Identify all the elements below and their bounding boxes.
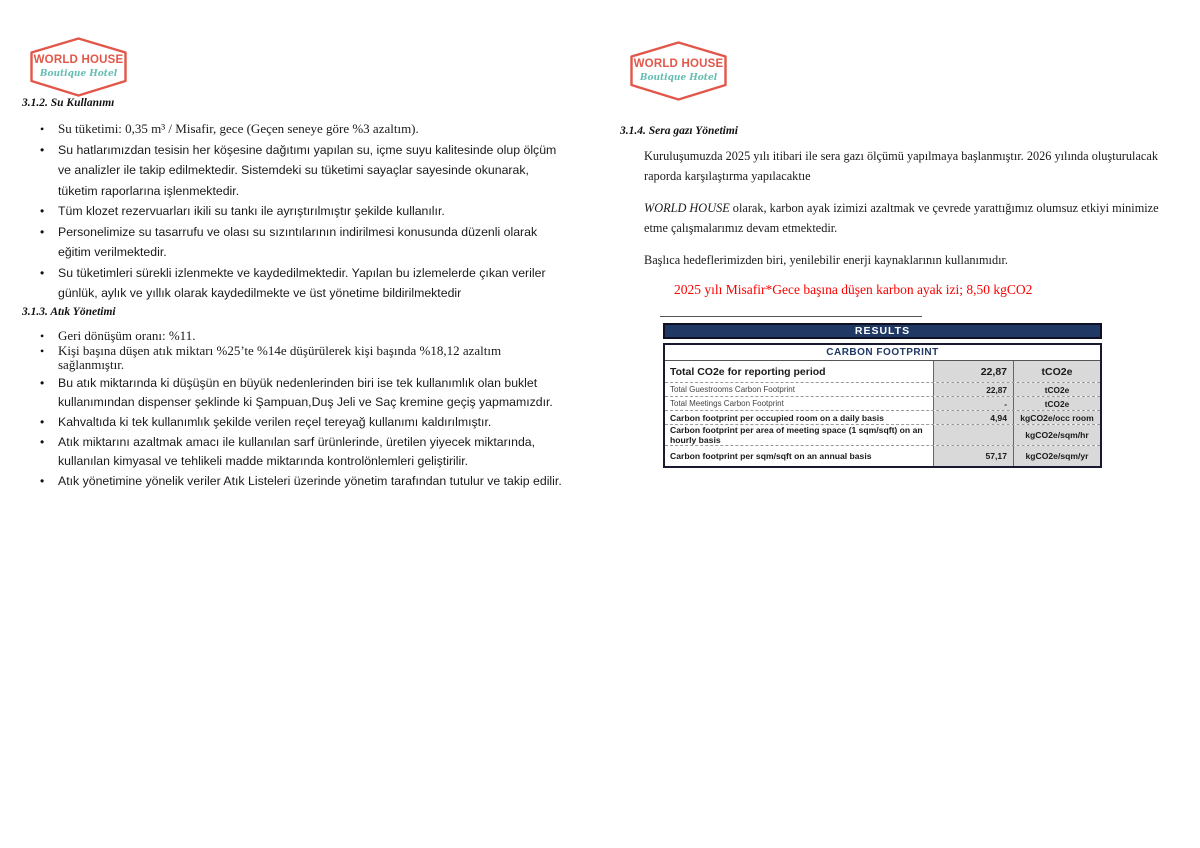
- paragraph-commitment: WORLD HOUSE olarak, karbon ayak izimizi azaltmak ve çevrede yarattığımız olumsuz etkiyi minimize etme çalışmalarımız devam etmektedir.: [644, 201, 1159, 235]
- row-unit: tCO2e: [1013, 383, 1100, 396]
- logo-subtitle: Boutique Hotel: [39, 69, 118, 79]
- list-item: [40, 472, 567, 491]
- results-table-header: RESULTS: [663, 323, 1102, 339]
- carbon-footprint-highlight: 2025 yılı Misafir*Gece başına düşen karbon ayak izi; 8,50 kgCO2: [674, 282, 1033, 297]
- section-heading-water: 3.1.2. Su Kullanımı: [22, 97, 115, 109]
- bullet-text: • Bu atık miktarında ki düşüşün en büyük nedenlerinden biri ise tek kullanımlık olan buklet kullanımından dispenser şeklinde ki Şampuan,Duş Jeli ve Saç kremine geçiş yapmamızdır.: [58, 375, 553, 409]
- list-item: [40, 344, 567, 373]
- water-bullet-list: [40, 119, 567, 304]
- list-item: [40, 329, 567, 344]
- world-house-logo: [630, 41, 727, 101]
- table-row: [665, 424, 1100, 445]
- list-item: [40, 201, 567, 222]
- bullet-text: • Su hatlarımızdan tesisin her köşesine dağıtımı yapılan su, içme suyu kalitesinde olup ölçüm ve analizler ile takip edilmektedir. Sistemdeki su tüketimi sayaçlar sayesinde okunarak, tüketim raporlarına işlenmektedir.: [58, 142, 557, 198]
- row-unit: tCO2e: [1013, 397, 1100, 410]
- row-unit: kgCO2e/sqm/hr: [1013, 425, 1100, 445]
- bullet-text: • Su tüketimi: 0,35 m³ / Misafir, gece (Geçen seneye göre %3 azaltım).: [58, 121, 419, 136]
- list-item: [40, 140, 567, 202]
- table-row: [665, 396, 1100, 410]
- page-right: [600, 0, 1200, 848]
- list-item: [40, 222, 567, 263]
- row-value: [933, 425, 1013, 445]
- row-value: -: [933, 397, 1013, 410]
- table-row: [665, 361, 1100, 382]
- list-item: [40, 263, 567, 304]
- list-item: [40, 433, 567, 471]
- row-value: 22,87: [933, 361, 1013, 382]
- row-value: 57,17: [933, 446, 1013, 466]
- paragraph-goal: Başlıca hedeflerimizden biri, yenilebilir enerji kaynaklarının kullanımıdır.: [644, 253, 1009, 267]
- row-value: 4,94: [933, 411, 1013, 424]
- bullet-text: • Personelimize su tasarrufu ve olası su sızıntılarının indirilmesi konusunda düzenli olarak eğitim verilmektedir.: [58, 224, 538, 259]
- row-label: Total Meetings Carbon Footprint: [670, 399, 784, 408]
- row-label: Carbon footprint per occupied room on a daily basis: [670, 412, 884, 423]
- row-label: Total CO2e for reporting period: [670, 365, 826, 378]
- logo-title: WORLD HOUSE: [633, 58, 724, 70]
- row-label: Total Guestrooms Carbon Footprint: [670, 385, 795, 394]
- list-item: [40, 374, 567, 412]
- table-row: [665, 410, 1100, 424]
- section-heading-waste: 3.1.3. Atık Yönetimi: [22, 306, 116, 318]
- bullet-text: • Geri dönüşüm oranı: %11.: [58, 328, 196, 343]
- hexagon-badge-icon: [630, 41, 727, 101]
- horizontal-rule: [660, 316, 922, 317]
- row-value: 22,87: [933, 383, 1013, 396]
- logo-subtitle: Boutique Hotel: [639, 73, 718, 83]
- world-house-logo: [30, 37, 127, 97]
- row-label: Carbon footprint per area of meeting space (1 sqm/sqft) on an hourly basis: [670, 425, 923, 445]
- paragraph-measurement: Kuruluşumuzda 2025 yılı itibari ile sera gazı ölçümü yapılmaya başlanmıştır. 2026 yılında oluşturulacak raporda karşılaştırma yapılacaktıe: [644, 149, 1158, 183]
- list-item: [40, 119, 567, 140]
- table-subheader: CARBON FOOTPRINT: [665, 345, 1100, 361]
- table-row: [665, 445, 1100, 466]
- carbon-footprint-table: [663, 343, 1102, 468]
- hexagon-badge-icon: [30, 37, 127, 97]
- row-unit: kgCO2e/occ room: [1013, 411, 1100, 424]
- bullet-text: • Atık miktarını azaltmak amacı ile kullanılan sarf ürünlerinde, üretilen yiyecek miktarında, kullanılan kimyasal ve tehlikeli madde miktarında kontrolönlemleri geliştirilir.: [58, 434, 536, 468]
- row-unit: kgCO2e/sqm/yr: [1013, 446, 1100, 466]
- bullet-text: • Tüm klozet rezervuarları ikili su tankı ile ayrıştırılmıştır şekilde kullanılır.: [58, 204, 445, 218]
- logo-title: WORLD HOUSE: [33, 54, 124, 66]
- bullet-text: • Su tüketimleri sürekli izlenmekte ve kaydedilmektedir. Yapılan bu izlemelerde çıkan veriler günlük, aylık ve yıllık olarak kaydedilmekte ve üst yönetime bildirilmektedir: [58, 265, 546, 300]
- list-item: [40, 413, 567, 432]
- row-label: Carbon footprint per sqm/sqft on an annual basis: [670, 451, 872, 461]
- emissions-paragraphs: [644, 147, 1184, 284]
- section-heading-emissions: 3.1.4. Sera gazı Yönetimi: [620, 125, 738, 137]
- waste-bullet-list: [40, 329, 567, 491]
- brand-name-italic: WORLD HOUSE: [644, 201, 730, 215]
- bullet-text: • Kişi başına düşen atık miktarı %25’te %14e düşürülerek kişi başında %18,12 azaltım sağlanmıştır.: [58, 342, 502, 372]
- table-row: [665, 382, 1100, 396]
- bullet-text: • Atık yönetimine yönelik veriler Atık Listeleri üzerinde yönetim tarafından tutulur ve takip edilir.: [58, 473, 562, 488]
- row-unit: tCO2e: [1013, 361, 1100, 382]
- table-rows: [665, 361, 1100, 466]
- bullet-text: • Kahvaltıda ki tek kullanımlık şekilde verilen reçel tereyağ kullanımı kaldırılmıştır.: [58, 414, 492, 429]
